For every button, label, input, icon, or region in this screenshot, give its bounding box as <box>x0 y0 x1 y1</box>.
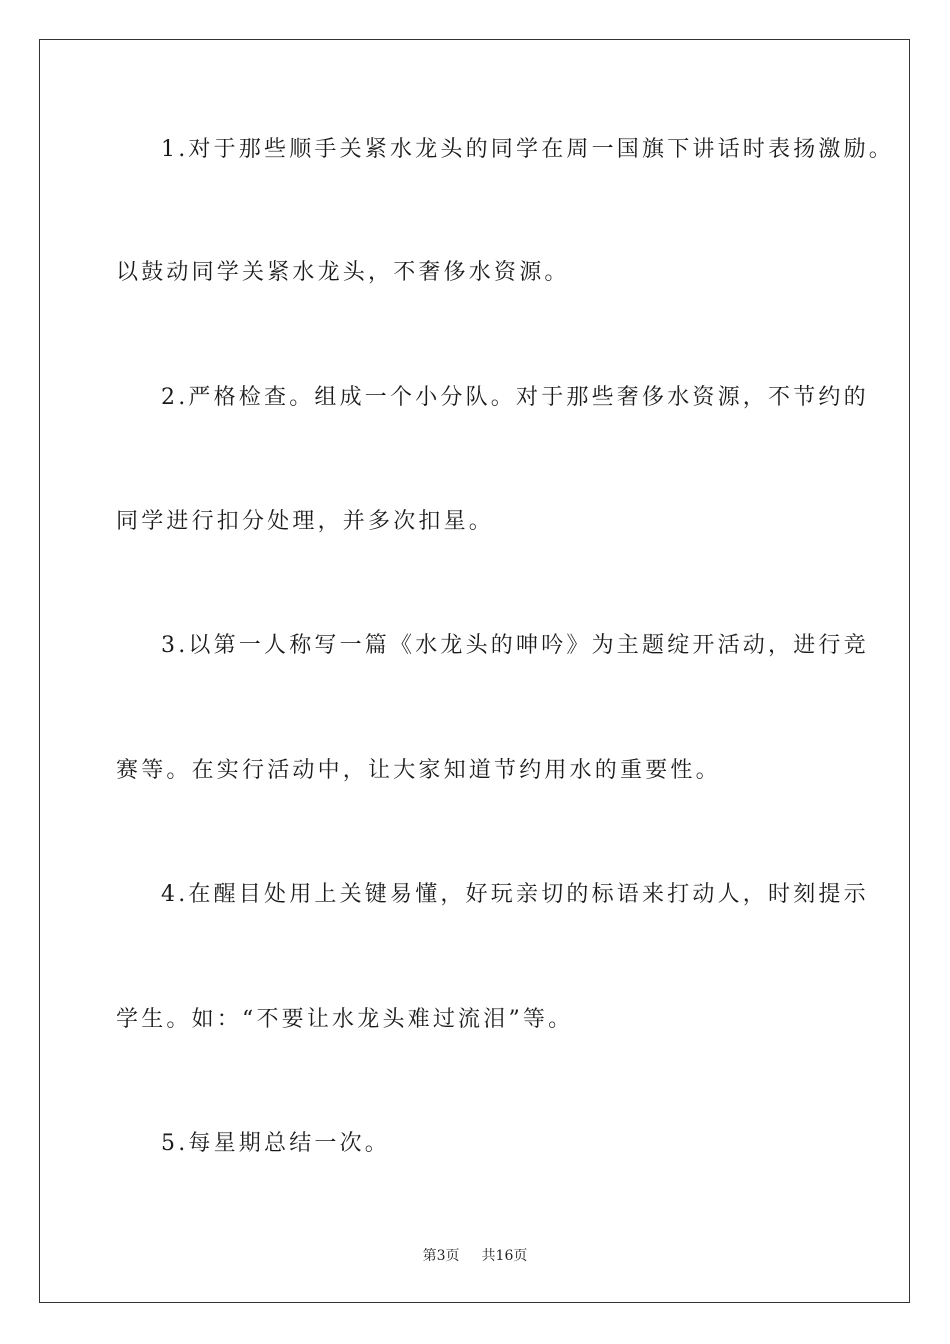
paragraph-3-line-2: 赛等。在实行活动中，让大家知道节约用水的重要性。 <box>116 758 721 783</box>
paragraph-5-line-1: 5.每星期总结一次。 <box>161 1131 390 1156</box>
page-total: 共16页 <box>481 1248 528 1264</box>
paragraph-2-line-2: 同学进行扣分处理，并多次扣星。 <box>116 509 495 534</box>
page-footer <box>0 1246 950 1266</box>
paragraph-4-line-1: 4.在醒目处用上关键易懂，好玩亲切的标语来打动人，时刻提示 <box>161 882 869 907</box>
paragraph-4-line-2: 学生。如：“不要让水龙头难过流泪”等。 <box>116 1007 574 1032</box>
page-number: 第3页 <box>422 1248 460 1264</box>
paragraph-1-line-2: 以鼓动同学关紧水龙头，不奢侈水资源。 <box>116 260 570 285</box>
page-border <box>39 39 910 1303</box>
paragraph-2-line-1: 2.严格检查。组成一个小分队。对于那些奢侈水资源，不节约的 <box>161 385 869 410</box>
paragraph-1-line-1: 1.对于那些顺手关紧水龙头的同学在周一国旗下讲话时表扬激励。 <box>161 137 894 162</box>
paragraph-3-line-1: 3.以第一人称写一篇《水龙头的呻吟》为主题绽开活动，进行竞 <box>161 633 869 658</box>
